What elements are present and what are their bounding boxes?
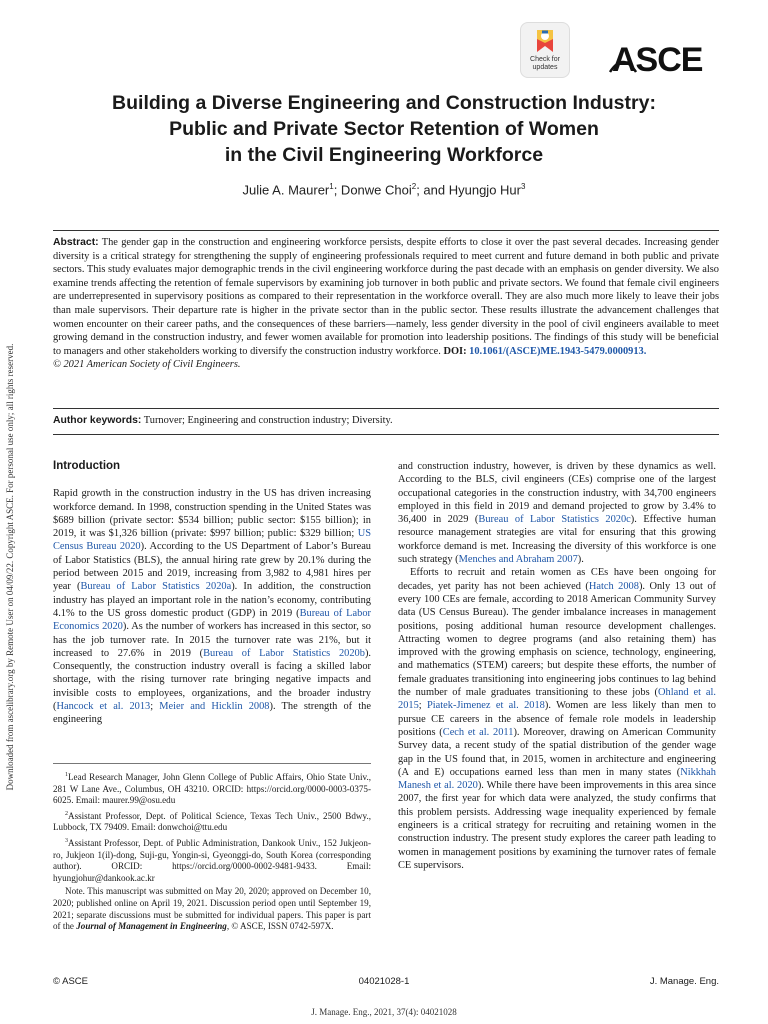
keywords-bottom-rule: [53, 434, 719, 435]
asce-logo-text: ASCE: [612, 41, 703, 79]
citation-link[interactable]: Meier and Hicklin 2008: [159, 701, 270, 713]
citation-link[interactable]: US Census Bureau 2020: [53, 528, 371, 553]
footnote-1: $^1$Lead Research Manager, John Glenn College of Public Affairs, Ohio State Univ., 281 W Lane Ave., Columbus, OH 43210. ORCID: https://orcid.org/0000-0003-0375-6025. Email: maurer.99@osu.edu: [53, 772, 371, 806]
citation-link[interactable]: Menches and Abraham 2007: [458, 554, 578, 566]
footer-journal: J. Manage. Eng.: [649, 976, 719, 987]
abstract: [53, 236, 719, 372]
citation-link[interactable]: Bureau of Labor Statistics 2020c: [478, 514, 631, 526]
footer-page-id: 04021028-1: [358, 976, 410, 987]
citation-link[interactable]: Ohland et al. 2015: [398, 687, 716, 712]
citation-link[interactable]: Hancock et al. 2013: [56, 701, 151, 713]
footnote-2: $^2$Assistant Professor, Dept. of Political Science, Texas Tech Univ., 2500 Bdwy., Lubbock, TX 79409. Email: donwchoi@ttu.edu: [53, 810, 371, 833]
right-paragraph-2: Efforts to recruit and retain women as CEs have been ongoing for decades, yet parity has not been achieved (Hatch 2008). Only 13 out of every 100 CEs are female, according to 2018 American Community Survey data (US Census Bureau). The gender imbalance increases in management positions, posing additional human resource development challenges. Attracting women to degree programs (and also retaining them) has improved with the growing emphasis on science, technology, engineering, and mathematics (STEM) careers; but despite these efforts, the number of female graduates transitioning into engineering jobs continues to lag behind the number of male graduates transitioning to these jobs (Ohland et al. 2015; Piatek-Jimenez et al. 2018). Women are less likely than men to pursue CE careers in the absence of female role models in leadership positions (Cech et al. 2011). Moreover, drawing on American Community Survey data, a recent study of the spatial distribution of the gender wage gap in the US found that, in 2015, women in architecture and engineering (A and E) occupations earned less than men in many states (Nikkhah Manesh et al. 2020). While there have been improvements in this area since 2007, the first year for which data were analyzed, the study confirms that this problem persists. Addressing wage inequality experienced by female engineers is a critical strategy for recruiting and retaining women in the construction industry. The present study explores the career path leading to women in management positions by examining the turnover rates of female CE supervisors.: [398, 567, 716, 871]
author-list: Julie A. Maurer$^1$; Donwe Choi$^2$; and Hyungjo Hur$^3$: [242, 182, 526, 198]
section-heading-introduction: Introduction: [53, 460, 121, 472]
doi-label: DOI:: [443, 345, 467, 357]
citation-link[interactable]: Cech et al. 2011: [442, 726, 514, 738]
keywords-label: Author keywords:: [53, 415, 142, 426]
check-for-updates-button[interactable]: [520, 22, 570, 78]
right-column: [398, 460, 716, 872]
submission-note: Note. This manuscript was submitted on May 20, 2020; approved on December 10, 2020; published online on April 19, 2021. Discussion period open until September 19, 2021; separate discussions must be submitted for individual papers. This paper is part of the Journal of Management in Engineering, © ASCE, ISSN 0742-597X.: [53, 886, 371, 932]
article-title: Building a Diverse Engineering and Construction Industry: Public and Private Sector Retention of Women in the Civil Engineering Workforce: [112, 92, 656, 166]
left-column: [53, 460, 371, 727]
right-paragraph-1: and construction industry, however, is driven by these dynamics as well. According to the BLS, civil engineers (CEs) comprise one of the largest occupational categories in the construction industry, with 34,700 engineers employed in this field in 2019 and demand projected to grow by 3.4% to 36,400 in 2029 (Bureau of Labor Statistics 2020c). Effective human resource management strategies are vital for ensuring that this growing workforce demand is met. Increasing the diversity of this workforce is one such strategy (Menches and Abraham 2007).: [398, 461, 716, 566]
citation-link[interactable]: Piatek-Jimenez et al. 2018: [427, 700, 545, 712]
citation-link[interactable]: Hatch 2008: [588, 580, 639, 592]
citation-link[interactable]: Bureau of Labor Statistics 2020b: [203, 647, 365, 659]
check-for-updates-label: Check for updates: [530, 56, 560, 71]
citation-link[interactable]: Bureau of Labor Economics 2020: [53, 607, 371, 633]
keywords-text: Turnover; Engineering and construction industry; Diversity.: [143, 415, 393, 426]
intro-paragraph-1: Rapid growth in the construction industry in the US has driven increasing workforce demand. In 1998, construction spending in the United States was $689 billion (private sector: $534 billion; public sector: $155 billion); in 2019, it was $1,326 billion (private: $997 billion; public: $329 billion; US Census Bureau 2020). According to the US Department of Labor’s Bureau of Labor Statistics (BLS), the annual hiring rate grew by 20.1% during the period between 2015 and 2019, increasing from 3,982 to 4,981 hires per year (Bureau of Labor Statistics 2020a). In addition, the construction industry has played an important role in the nation’s economy, contributing 4.1% to the US gross domestic product (GDP) in 2019 (Bureau of Labor Economics 2020). As the number of workers has increased in this sector, so has the job turnover rate. In 2015 the turnover rate was 21%, but it increased to 27.6% in 2019 (Bureau of Labor Statistics 2020b). Consequently, the construction industry overall is facing a skilled labor shortage, with the rising turnover rate bringing negative impacts and invisible costs to employees, organizations, and the broader industry (Hancock et al. 2013; Meier and Hicklin 2008). The strength of the engineering: [53, 488, 371, 726]
author-keywords: [53, 415, 719, 426]
citation-link[interactable]: Nikkhah Manesh et al. 2020: [398, 766, 716, 792]
doi-link[interactable]: 10.1061/(ASCE)ME.1943-5479.0000913.: [469, 345, 647, 357]
abstract-top-rule: [53, 230, 719, 231]
asce-logo: [612, 40, 718, 80]
citation-link[interactable]: Bureau of Labor Statistics 2020a: [80, 581, 232, 593]
abstract-label: Abstract:: [53, 237, 99, 248]
footnotes: [53, 770, 371, 935]
copyright-notice: © 2021 American Society of Civil Engineers.: [53, 359, 241, 371]
abstract-text: The gender gap in the construction and engineering workforce persists, despite efforts to close it over the past several decades. Increasing gender diversity is a critical strategy for strengthening the supply of engineering professionals required to meet current and future demand in both public and private sectors. This study evaluates major demographic trends in the civil engineering workforce during the past decade with an emphasis on gender diversity. We also examine trends affecting the retention of female supervisors by examining job turnover in both public and private sectors. We found that female civil engineers are underrepresented in supervisory positions as compared to their representation in the workforce overall. They are also much more likely to leave their jobs than male supervisors. Their departure rate is higher in the private sector than in the public sector. These results illustrate the advancement challenges that women encounter on their career paths, and the consequences of these barriers—namely, less gender diversity in the pool of civil engineers available to meet growing demand in the construction industry, and fewer women available for promotion into leadership positions. The findings of this study will be beneficial to managers and other stakeholders working to diversify the construction industry workforce.: [53, 237, 719, 357]
citation-line: J. Manage. Eng., 2021, 37(4): 04021028: [311, 1007, 457, 1017]
keywords-top-rule: [53, 408, 719, 409]
crossmark-icon: [534, 28, 556, 54]
footer-publisher: © ASCE: [53, 976, 88, 987]
footnote-rule: [53, 763, 371, 764]
download-notice-sidebar: Downloaded from ascelibrary.org by Remote User on 04/09/22. Copyright ASCE. For personal use only; all rights reserved.: [5, 343, 15, 791]
footnote-3: $^3$Assistant Professor, Dept. of Public Administration, Dankook Univ., 152 Jukjeon-ro, Jukjeon 1(il)-dong, Suji-gu, Yongin-si, Gyeonggi-do, South Korea (corresponding author). ORCID: https://orcid.org/0000-0002-9481-9433. Email: hyungjohur@dankook.ac.kr: [53, 838, 371, 883]
